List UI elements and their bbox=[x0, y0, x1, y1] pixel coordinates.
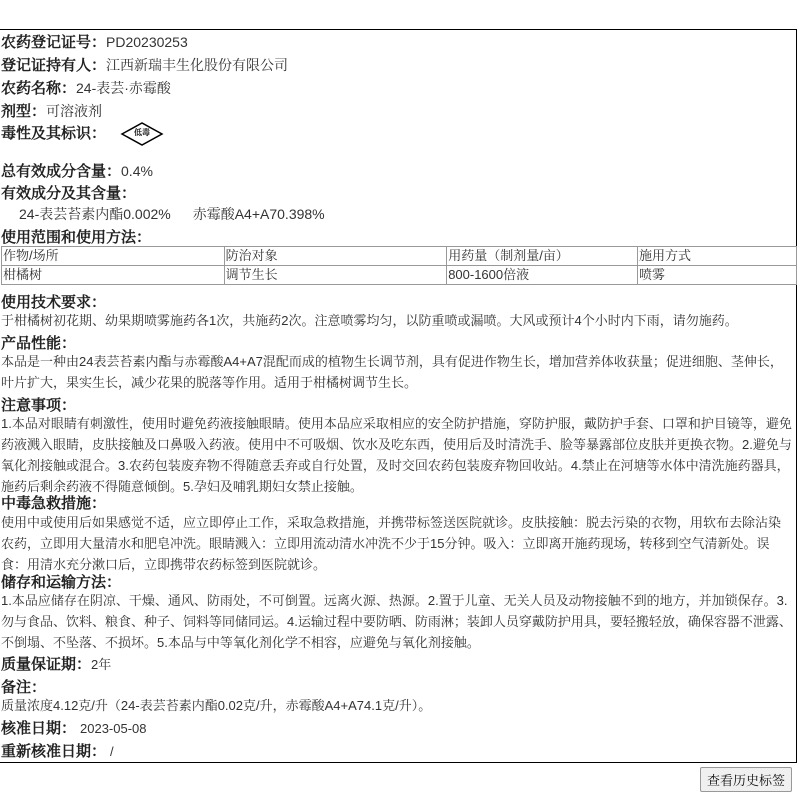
table-cell: 喷雾 bbox=[637, 266, 796, 285]
pesticide-name-value: 24-表芸·赤霉酸 bbox=[76, 80, 171, 96]
view-history-labels-button[interactable]: 查看历史标签 bbox=[700, 767, 792, 792]
cautions-heading bbox=[1, 394, 76, 415]
cautions-text: 1.本品对眼睛有刺激性，使用时避免药液接触眼睛。使用本品应采取相应的安全防护措施，穿防护服，戴防护手套、口罩和护目镜等，避免药液溅入眼睛，皮肤接触及口鼻吸入药液。使用中不可吸烟、饮水及吃东西，使用后及时清洗手、脸等暴露部位皮肤并更换衣物。2.避免与氧化剂接触或混合。3.农药包装废弃物不得随意丢弃或自行处置，及时交回农药包装废弃物回收站。4.禁止在河塘等水体中清洗施药器具，施药后剩余药液不得随意倾倒。5.孕妇及哺乳期妇女禁止接触。 bbox=[1, 416, 792, 494]
reg-no-value: PD20230253 bbox=[106, 34, 188, 50]
first-aid-heading bbox=[1, 492, 106, 513]
formulation-row bbox=[1, 100, 102, 121]
table-cell: 800-1600倍液 bbox=[447, 266, 638, 285]
toxicity-badge-text: 低毒 bbox=[134, 127, 151, 137]
storage-text: 1.本品应储存在阴凉、干燥、通风、防雨处，不可倒置。远离火源、热源。2.置于儿童、无关人员及动物接触不到的地方，并加锁保存。3.勿与食品、饮料、粮食、种子、饲料等同储同运。4.运输过程中要防晒、防雨淋；装卸人员穿戴防护用具，要轻搬轻放，确保容器不泄露、不倒塌、不坠落、不损坏。5.本品与中等氧化剂化学不相容，应避免与氧化剂接触。 bbox=[1, 593, 792, 650]
toxicity-row bbox=[1, 121, 164, 147]
field-label: 农药名称： bbox=[1, 80, 77, 97]
reapproval-date-value: / bbox=[110, 744, 114, 759]
table-cell: 柑橘树 bbox=[2, 266, 225, 285]
usage-heading bbox=[1, 226, 151, 247]
column-header: 用药量（制剂量/亩） bbox=[447, 247, 638, 266]
field-label: 重新核准日期： bbox=[1, 743, 107, 760]
column-header: 施用方式 bbox=[637, 247, 796, 266]
tech-text: 于柑橘树初花期、幼果期喷雾施药各1次，共施药2次。注意喷雾均匀，以防重喷或漏喷。大风或预计4个小时内下雨，请勿施药。 bbox=[1, 313, 738, 328]
formulation-value: 可溶液剂 bbox=[46, 103, 103, 119]
name-row bbox=[1, 77, 171, 98]
holder-row bbox=[1, 54, 288, 75]
field-label: 中毒急救措施： bbox=[1, 495, 107, 512]
reg-no-row bbox=[1, 31, 188, 52]
field-label: 登记证持有人： bbox=[1, 57, 107, 74]
usage-table bbox=[1, 246, 797, 285]
approval-date-row bbox=[1, 717, 147, 738]
field-label: 使用范围和使用方法： bbox=[1, 229, 152, 246]
field-label: 有效成分及其含量： bbox=[1, 185, 137, 202]
field-label: 剂型： bbox=[1, 103, 47, 120]
field-label: 产品性能： bbox=[1, 335, 77, 352]
field-label: 毒性及其标识： bbox=[1, 125, 107, 143]
approval-date-value: 2023-05-08 bbox=[80, 721, 147, 736]
performance-text: 本品是一种由24表芸苔素内酯与赤霉酸A4+A7混配而成的植物生长调节剂，具有促进作物生长，增加营养体收获量；促进细胞、茎伸长，叶片扩大，果实生长，减少花果的脱落等作用。适用于柑橘树调节生长。 bbox=[1, 354, 783, 390]
total-content-value: 0.4% bbox=[121, 163, 153, 179]
ingredient-item: 赤霉酸A4+A70.398% bbox=[192, 206, 325, 222]
reapproval-date-row bbox=[1, 740, 114, 761]
field-label: 储存和运输方法： bbox=[1, 574, 122, 591]
table-cell: 调节生长 bbox=[224, 266, 447, 285]
table-row bbox=[2, 266, 797, 285]
table-header-row bbox=[2, 247, 797, 266]
column-header: 防治对象 bbox=[224, 247, 447, 266]
remarks-heading bbox=[1, 676, 46, 697]
tech-heading bbox=[1, 291, 106, 312]
shelf-life-row bbox=[1, 653, 111, 674]
low-toxicity-diamond-icon bbox=[120, 121, 164, 147]
ingredients-heading bbox=[1, 182, 136, 203]
field-label: 核准日期： bbox=[1, 720, 77, 737]
holder-value: 江西新瑞丰生化股份有限公司 bbox=[106, 57, 289, 73]
field-label: 备注： bbox=[1, 679, 47, 696]
field-label: 注意事项： bbox=[1, 397, 77, 414]
field-label: 总有效成分含量： bbox=[1, 163, 122, 180]
field-label: 使用技术要求： bbox=[1, 294, 107, 311]
performance-heading bbox=[1, 332, 76, 353]
ingredients-list bbox=[19, 204, 325, 224]
field-label: 质量保证期： bbox=[1, 656, 92, 673]
ingredient-item: 24-表芸苔素内酯0.002% bbox=[19, 206, 171, 222]
field-label: 农药登记证号： bbox=[1, 34, 107, 51]
storage-heading bbox=[1, 571, 121, 592]
column-header: 作物/场所 bbox=[2, 247, 225, 266]
total-content-row bbox=[1, 160, 153, 181]
remarks-text: 质量浓度4.12克/升（24-表芸苔素内酯0.02克/升，赤霉酸A4+A74.1克/升）。 bbox=[1, 698, 432, 713]
shelf-life-value: 2年 bbox=[91, 657, 112, 672]
first-aid-text: 使用中或使用后如果感觉不适，应立即停止工作，采取急救措施，并携带标签送医院就诊。皮肤接触：脱去污染的衣物，用软布去除沾染农药，立即用大量清水和肥皂冲洗。眼睛溅入：立即用流动清水冲洗不少于15分钟。吸入：立即离开施药现场，转移到空气清新处。误食：用清水充分漱口后，立即携带农药标签到医院就诊。 bbox=[1, 515, 782, 572]
